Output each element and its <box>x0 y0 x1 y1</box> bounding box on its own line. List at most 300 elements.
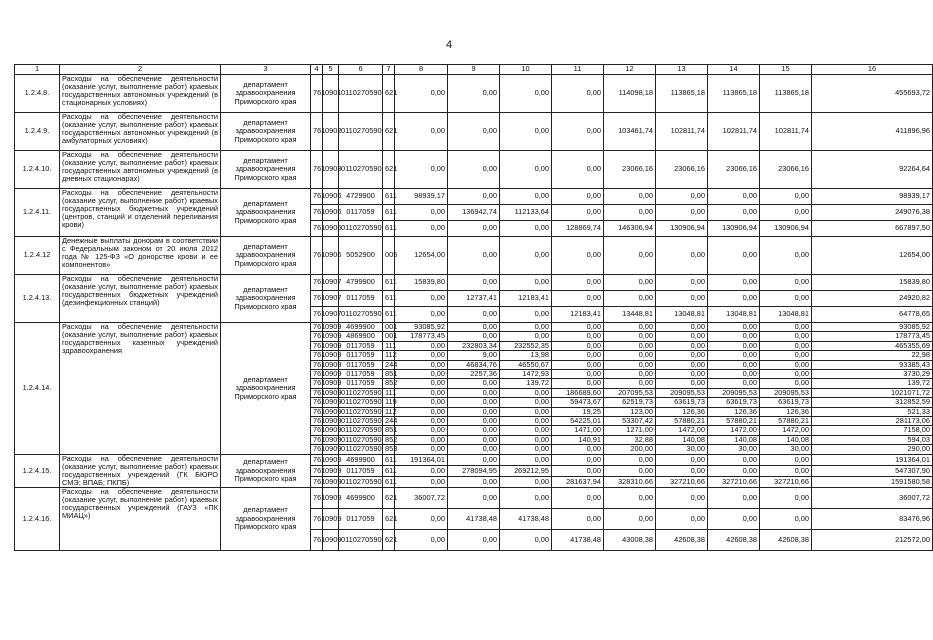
table-cell: 852 <box>383 379 395 388</box>
table-cell: 611 <box>383 291 395 307</box>
table-cell: 186689,60 <box>552 388 604 397</box>
table-cell: 0,00 <box>708 465 760 476</box>
table-cell: 0,00 <box>656 291 708 307</box>
table-cell: 1471,00 <box>552 426 604 435</box>
table-cell: 761 <box>311 205 323 221</box>
item-description: Расходы на обеспечение деятельности (оказание услуг, выполнение работ) краевых государственных учреждений (ГК БЮРО СМЭ; ВПАБ; ПКПБ) <box>60 454 221 487</box>
table-cell: 0,00 <box>500 445 552 454</box>
table-cell: 0,00 <box>604 332 656 341</box>
item-description: Расходы на обеспечение деятельности (оказание услуг, выполнение работ) краевых государственных автономных учреждений (в стационарных условиях) <box>60 75 221 113</box>
table-cell: 41738,48 <box>448 509 500 530</box>
table-cell: 0,00 <box>708 370 760 379</box>
table-cell: 0117059 <box>339 509 383 530</box>
table-cell: 0,00 <box>395 221 448 237</box>
table-cell: 12183,41 <box>552 307 604 323</box>
table-cell: 12654,00 <box>395 237 448 275</box>
table-cell: 761 <box>311 341 323 350</box>
table-cell: 0110270590 <box>339 388 383 397</box>
responsible-org: департамент здравоохранения Приморского края <box>221 275 311 323</box>
table-cell: 249076,38 <box>812 205 933 221</box>
table-cell: 1472,00 <box>656 426 708 435</box>
table-cell: 0,00 <box>448 307 500 323</box>
table-cell: 46550,67 <box>500 360 552 369</box>
table-cell: 0909 <box>323 454 339 465</box>
col-header: 12 <box>604 65 656 75</box>
table-cell: 0,00 <box>760 488 812 509</box>
table-cell: 0,00 <box>708 332 760 341</box>
table-cell: 005 <box>383 237 395 275</box>
table-cell: 0,00 <box>395 445 448 454</box>
table-cell: 1472,00 <box>708 426 760 435</box>
item-number: 1.2.4.8. <box>15 75 60 113</box>
table-cell: 611 <box>383 189 395 205</box>
table-cell: 24920,82 <box>812 291 933 307</box>
table-cell: 0901 <box>323 75 339 113</box>
table-cell: 0909 <box>323 407 339 416</box>
table-cell: 0,00 <box>500 275 552 291</box>
item-description: Расходы на обеспечение деятельности (оказание услуг, выполнение работ) краевых государственных бюджетных учреждений (центров, станций и отделений переливания крови) <box>60 189 221 237</box>
table-cell: 0117059 <box>339 205 383 221</box>
table-cell: 0117059 <box>339 379 383 388</box>
table-cell: 0,00 <box>656 275 708 291</box>
table-cell: 0,00 <box>656 332 708 341</box>
table-cell: 0909 <box>323 332 339 341</box>
table-cell: 112133,64 <box>500 205 552 221</box>
table-cell: 98939,17 <box>395 189 448 205</box>
table-cell: 5052900 <box>339 237 383 275</box>
responsible-org: департамент здравоохранения Приморского края <box>221 75 311 113</box>
table-cell: 0117059 <box>339 341 383 350</box>
table-cell: 0,00 <box>395 407 448 416</box>
table-cell: 0906 <box>323 221 339 237</box>
table-cell: 0,00 <box>760 454 812 465</box>
table-cell: 0110270590 <box>339 530 383 551</box>
table-cell: 0,00 <box>448 407 500 416</box>
table-cell: 0,00 <box>552 275 604 291</box>
table-cell: 0,00 <box>552 323 604 332</box>
table-cell: 0,00 <box>448 417 500 426</box>
table-cell: 0,00 <box>395 465 448 476</box>
col-header: 10 <box>500 65 552 75</box>
responsible-org: департамент здравоохранения Приморского края <box>221 454 311 487</box>
table-cell: 41738,48 <box>500 509 552 530</box>
table-cell: 0,00 <box>500 189 552 205</box>
table-cell: 0,00 <box>448 275 500 291</box>
item-number: 1.2.4.11. <box>15 189 60 237</box>
table-cell: 0110270590 <box>339 417 383 426</box>
table-cell: 9,00 <box>448 351 500 360</box>
table-cell: 0903 <box>323 151 339 189</box>
table-cell: 140,08 <box>656 435 708 444</box>
table-cell: 761 <box>311 113 323 151</box>
table-cell: 0,00 <box>656 465 708 476</box>
table-cell: 0909 <box>323 388 339 397</box>
table-row <box>15 113 933 151</box>
col-header: 4 <box>311 65 323 75</box>
table-cell: 761 <box>311 332 323 341</box>
table-cell: 0,00 <box>760 189 812 205</box>
table-cell: 0906 <box>323 205 339 221</box>
table-cell: 63619,73 <box>760 398 812 407</box>
table-row <box>15 75 933 113</box>
table-cell: 0,00 <box>448 454 500 465</box>
table-cell: 0110270590 <box>339 476 383 487</box>
table-cell: 761 <box>311 388 323 397</box>
table-cell: 0117059 <box>339 370 383 379</box>
item-number: 1.2.4.12 <box>15 237 60 275</box>
table-cell: 0,00 <box>604 465 656 476</box>
table-cell: 621 <box>383 530 395 551</box>
table-cell: 594,03 <box>812 435 933 444</box>
table-cell: 611 <box>383 307 395 323</box>
table-cell: 0,00 <box>395 435 448 444</box>
table-cell: 0,00 <box>604 370 656 379</box>
table-cell: 0,00 <box>656 205 708 221</box>
table-cell: 4699900 <box>339 323 383 332</box>
col-header: 8 <box>395 65 448 75</box>
table-cell: 0,00 <box>448 388 500 397</box>
item-number: 1.2.4.10. <box>15 151 60 189</box>
table-cell: 126,36 <box>760 407 812 416</box>
table-cell: 0,00 <box>448 332 500 341</box>
table-cell: 22,98 <box>812 351 933 360</box>
table-cell: 1021071,72 <box>812 388 933 397</box>
table-cell: 621 <box>383 113 395 151</box>
table-cell: 0,00 <box>708 291 760 307</box>
table-cell: 761 <box>311 351 323 360</box>
table-cell: 119 <box>383 398 395 407</box>
table-cell: 0,00 <box>708 275 760 291</box>
col-header: 11 <box>552 65 604 75</box>
table-cell: 212572,00 <box>812 530 933 551</box>
table-cell: 0,00 <box>604 454 656 465</box>
table-cell: 0,00 <box>448 445 500 454</box>
table-cell: 547307,90 <box>812 465 933 476</box>
item-number: 1.2.4.9. <box>15 113 60 151</box>
table-cell: 102811,74 <box>760 113 812 151</box>
table-cell: 0,00 <box>760 341 812 350</box>
table-cell: 42608,38 <box>708 530 760 551</box>
table-cell: 178773,45 <box>812 332 933 341</box>
table-row <box>15 189 933 205</box>
table-cell: 328310,66 <box>604 476 656 487</box>
table-cell: 0,00 <box>395 351 448 360</box>
table-cell: 103461,74 <box>604 113 656 151</box>
table-cell: 46834,76 <box>448 360 500 369</box>
table-cell: 761 <box>311 435 323 444</box>
table-cell: 4699900 <box>339 454 383 465</box>
table-cell: 191364,01 <box>812 454 933 465</box>
table-cell: 0909 <box>323 476 339 487</box>
table-cell: 621 <box>383 509 395 530</box>
table-cell: 0,00 <box>500 426 552 435</box>
item-number: 1.2.4.16. <box>15 488 60 551</box>
table-cell: 0,00 <box>552 151 604 189</box>
table-cell: 269212,95 <box>500 465 552 476</box>
table-cell: 0,00 <box>760 360 812 369</box>
col-header: 15 <box>760 65 812 75</box>
budget-table <box>14 64 933 551</box>
table-cell: 611 <box>383 454 395 465</box>
table-cell: 0,00 <box>448 221 500 237</box>
table-cell: 0909 <box>323 360 339 369</box>
table-cell: 30,00 <box>760 445 812 454</box>
table-cell: 851 <box>383 370 395 379</box>
table-cell: 53307,42 <box>604 417 656 426</box>
table-cell: 36007,72 <box>812 488 933 509</box>
table-cell: 0906 <box>323 189 339 205</box>
col-header: 7 <box>383 65 395 75</box>
table-cell: 0,00 <box>760 205 812 221</box>
table-cell: 521,33 <box>812 407 933 416</box>
table-cell: 0,00 <box>760 291 812 307</box>
table-cell: 0,00 <box>448 151 500 189</box>
col-header: 1 <box>15 65 60 75</box>
table-cell: 761 <box>311 426 323 435</box>
table-cell: 0,00 <box>395 417 448 426</box>
table-cell: 0110270590 <box>339 398 383 407</box>
table-cell: 0909 <box>323 417 339 426</box>
table-cell: 0909 <box>323 379 339 388</box>
table-cell: 102811,74 <box>708 113 760 151</box>
col-header: 6 <box>339 65 383 75</box>
responsible-org: департамент здравоохранения Приморского края <box>221 488 311 551</box>
table-cell: 15839,80 <box>395 275 448 291</box>
table-cell: 140,08 <box>760 435 812 444</box>
table-cell: 83476,96 <box>812 509 933 530</box>
table-cell: 0,00 <box>604 341 656 350</box>
table-cell: 59473,67 <box>552 398 604 407</box>
table-cell: 0,00 <box>552 454 604 465</box>
table-cell: 0,00 <box>500 307 552 323</box>
table-cell: 113865,18 <box>760 75 812 113</box>
table-cell: 63619,73 <box>708 398 760 407</box>
table-cell: 0,00 <box>604 488 656 509</box>
table-cell: 0,00 <box>760 379 812 388</box>
table-cell: 411896,96 <box>812 113 933 151</box>
table-cell: 0,00 <box>448 426 500 435</box>
table-cell: 0,00 <box>604 275 656 291</box>
table-cell: 0,00 <box>760 465 812 476</box>
table-cell: 23066,16 <box>656 151 708 189</box>
table-cell: 0,00 <box>448 435 500 444</box>
table-cell: 0117059 <box>339 291 383 307</box>
table-cell: 0909 <box>323 465 339 476</box>
table-cell: 761 <box>311 221 323 237</box>
table-cell: 001 <box>383 332 395 341</box>
table-cell: 0110270590 <box>339 151 383 189</box>
table-cell: 13048,81 <box>656 307 708 323</box>
table-cell: 0,00 <box>604 189 656 205</box>
table-cell: 178773,45 <box>395 332 448 341</box>
table-cell: 611 <box>383 275 395 291</box>
table-cell: 0,00 <box>656 370 708 379</box>
table-cell: 0,00 <box>448 379 500 388</box>
table-cell: 611 <box>383 476 395 487</box>
table-cell: 761 <box>311 509 323 530</box>
table-cell: 0907 <box>323 275 339 291</box>
table-cell: 851 <box>383 426 395 435</box>
responsible-org: департамент здравоохранения Приморского края <box>221 151 311 189</box>
table-cell: 0,00 <box>500 454 552 465</box>
table-cell: 0110270590 <box>339 75 383 113</box>
table-cell: 0,00 <box>500 323 552 332</box>
table-cell: 0909 <box>323 341 339 350</box>
table-cell: 0,00 <box>395 291 448 307</box>
table-cell: 64778,65 <box>812 307 933 323</box>
table-cell: 13048,81 <box>760 307 812 323</box>
table-cell: 0,00 <box>448 75 500 113</box>
table-cell: 852 <box>383 435 395 444</box>
table-cell: 0,00 <box>448 189 500 205</box>
table-cell: 13,98 <box>500 351 552 360</box>
table-cell: 761 <box>311 360 323 369</box>
table-cell: 0902 <box>323 113 339 151</box>
table-cell: 113865,18 <box>656 75 708 113</box>
table-cell: 0,00 <box>708 488 760 509</box>
table-cell: 290,00 <box>812 445 933 454</box>
col-header: 16 <box>812 65 933 75</box>
table-cell: 0,00 <box>552 205 604 221</box>
table-cell: 0,00 <box>500 488 552 509</box>
table-cell: 0909 <box>323 370 339 379</box>
table-cell: 54225,01 <box>552 417 604 426</box>
table-cell: 114098,18 <box>604 75 656 113</box>
table-cell: 0,00 <box>552 370 604 379</box>
table-cell: 0,00 <box>656 509 708 530</box>
table-cell: 0,00 <box>604 509 656 530</box>
table-cell: 232552,35 <box>500 341 552 350</box>
table-cell: 0,00 <box>448 488 500 509</box>
table-cell: 0,00 <box>656 351 708 360</box>
col-header: 13 <box>656 65 708 75</box>
table-cell: 93085,92 <box>812 323 933 332</box>
table-cell: 0,00 <box>552 351 604 360</box>
table-cell: 0,00 <box>500 151 552 189</box>
table-cell: 0,00 <box>448 113 500 151</box>
responsible-org: департамент здравоохранения Приморского края <box>221 237 311 275</box>
table-cell: 0110270590 <box>339 407 383 416</box>
item-description: Расходы на обеспечение деятельности (оказание услуг, выполнение работ) краевых государственных автономных учреждений (в амбулаторных условиях) <box>60 113 221 151</box>
table-cell: 139,72 <box>812 379 933 388</box>
table-cell: 207095,53 <box>604 388 656 397</box>
table-cell: 0,00 <box>604 237 656 275</box>
table-cell: 209095,53 <box>760 388 812 397</box>
table-cell: 0,00 <box>395 509 448 530</box>
table-cell: 0,00 <box>500 417 552 426</box>
table-cell: 281637,94 <box>552 476 604 487</box>
table-cell: 761 <box>311 476 323 487</box>
table-row <box>15 237 933 275</box>
table-cell: 761 <box>311 291 323 307</box>
table-cell: 0,00 <box>708 454 760 465</box>
table-cell: 0,00 <box>552 360 604 369</box>
table-cell: 244 <box>383 360 395 369</box>
table-cell: 30,00 <box>656 445 708 454</box>
responsible-org: департамент здравоохранения Приморского края <box>221 323 311 455</box>
table-cell: 761 <box>311 417 323 426</box>
table-cell: 4799900 <box>339 275 383 291</box>
col-header: 3 <box>221 65 311 75</box>
table-cell: 0,00 <box>760 275 812 291</box>
table-cell: 0,00 <box>448 323 500 332</box>
table-cell: 0,00 <box>448 476 500 487</box>
table-cell: 0,00 <box>760 332 812 341</box>
table-cell: 0,00 <box>448 237 500 275</box>
table-cell: 0,00 <box>500 398 552 407</box>
table-cell: 0,00 <box>395 75 448 113</box>
table-cell: 312852,59 <box>812 398 933 407</box>
table-cell: 113865,18 <box>708 75 760 113</box>
table-cell: 761 <box>311 151 323 189</box>
table-cell: 23066,16 <box>708 151 760 189</box>
table-cell: 57880,21 <box>656 417 708 426</box>
table-cell: 0,00 <box>552 113 604 151</box>
table-cell: 761 <box>311 307 323 323</box>
table-cell: 0,00 <box>500 221 552 237</box>
table-cell: 281173,06 <box>812 417 933 426</box>
table-cell: 126,36 <box>656 407 708 416</box>
table-cell: 3730,29 <box>812 370 933 379</box>
responsible-org: департамент здравоохранения Приморского края <box>221 113 311 151</box>
table-cell: 232803,34 <box>448 341 500 350</box>
table-cell: 1591580,58 <box>812 476 933 487</box>
table-cell: 0,00 <box>604 351 656 360</box>
col-header: 9 <box>448 65 500 75</box>
table-cell: 0,00 <box>708 360 760 369</box>
table-cell: 244 <box>383 417 395 426</box>
table-cell: 761 <box>311 75 323 113</box>
table-cell: 611 <box>383 465 395 476</box>
table-cell: 0909 <box>323 509 339 530</box>
table-cell: 0,00 <box>552 445 604 454</box>
table-cell: 0,00 <box>395 151 448 189</box>
table-cell: 0,00 <box>760 237 812 275</box>
table-cell: 130906,94 <box>760 221 812 237</box>
table-cell: 0,00 <box>708 237 760 275</box>
table-cell: 0,00 <box>552 291 604 307</box>
table-row <box>15 275 933 291</box>
item-description: Расходы на обеспечение деятельности (оказание услуг, выполнение работ) краевых государственных автономных учреждений (в дневных стационарах) <box>60 151 221 189</box>
table-cell: 0110270590 <box>339 445 383 454</box>
table-cell: 0,00 <box>604 291 656 307</box>
table-cell: 42608,38 <box>656 530 708 551</box>
table-cell: 0,00 <box>656 323 708 332</box>
table-cell: 0909 <box>323 323 339 332</box>
table-cell: 146306,94 <box>604 221 656 237</box>
table-cell: 0,00 <box>552 189 604 205</box>
table-cell: 0,00 <box>656 237 708 275</box>
table-cell: 36007,72 <box>395 488 448 509</box>
table-cell: 761 <box>311 488 323 509</box>
table-cell: 130906,94 <box>708 221 760 237</box>
item-number: 1.2.4.14. <box>15 323 60 455</box>
table-cell: 0,00 <box>656 341 708 350</box>
table-cell: 128869,74 <box>552 221 604 237</box>
table-cell: 140,91 <box>552 435 604 444</box>
table-cell: 0,00 <box>604 360 656 369</box>
table-cell: 4729900 <box>339 189 383 205</box>
table-cell: 0,00 <box>552 379 604 388</box>
item-description: Расходы на обеспечение деятельности (оказание услуг, выполнение работ) краевых государственных учреждений (ГАУЗ «ПК МИАЦ») <box>60 488 221 551</box>
table-cell: 0,00 <box>604 323 656 332</box>
table-cell: 327210,66 <box>708 476 760 487</box>
table-cell: 0,00 <box>760 323 812 332</box>
table-cell: 667897,50 <box>812 221 933 237</box>
table-cell: 621 <box>383 75 395 113</box>
table-cell: 465355,69 <box>812 341 933 350</box>
table-cell: 0,00 <box>708 323 760 332</box>
